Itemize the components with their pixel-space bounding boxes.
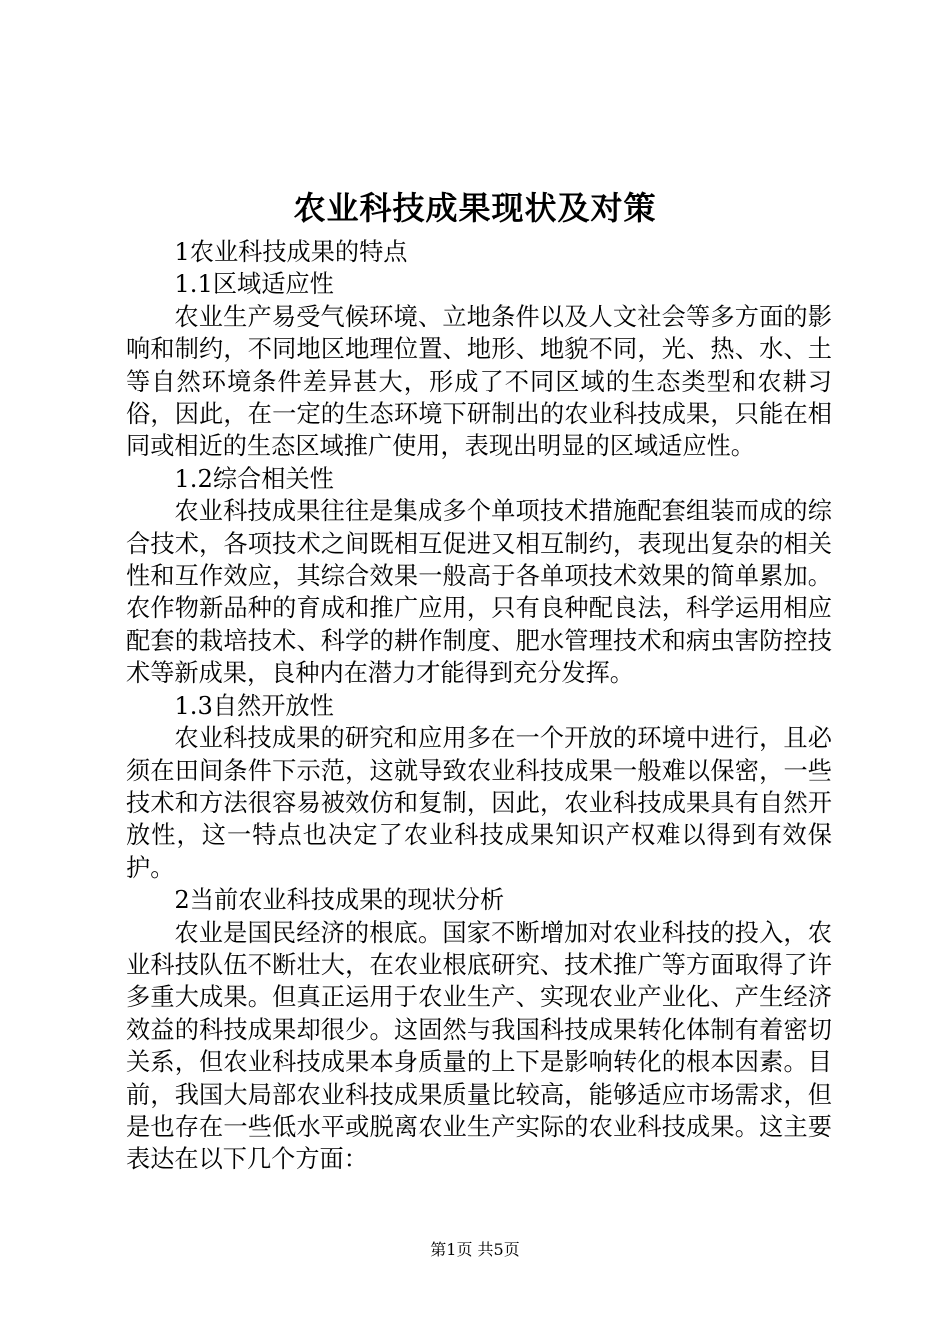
paragraph: 农业生产易受气候环境、立地条件以及人文社会等多方面的影响和制约，不同地区地理位置、地形、地貌不同，光、热、水、土等自然环境条件差异甚大，形成了不同区域的生态类型和农耕习俗，因此，在一定的生态环境下研制出的农业科技成果，只能在相同或相近的生态区域推广使用，表现出明显的区域适应性。 xyxy=(126,302,832,461)
section-heading-2: 2当前农业科技成果的现状分析 xyxy=(174,886,505,915)
document-title: 农业科技成果现状及对策 xyxy=(293,189,657,227)
section-heading-1: 1农业科技成果的特点 xyxy=(174,238,408,266)
subsection-heading-1-1: 1.1区域适应性 xyxy=(174,270,334,299)
page-number-footer: 第1页 共5页 xyxy=(430,1240,520,1259)
subsection-heading-1-2: 1.2综合相关性 xyxy=(174,464,334,493)
paragraph: 农业是国民经济的根底。国家不断增加对农业科技的投入，农业科技队伍不断壮大，在农业根底研究、技术推广等方面取得了许多重大成果。但真正运用于农业生产、实现农业产业化、产生经济效益的科技成果却很少。这固然与我国科技成果转化体制有着密切关系，但农业科技成果本身质量的上下是影响转化的根本因素。目前，我国大局部农业科技成果质量比较高，能够适应市场需求，但是也存在一些低水平或脱离农业生产实际的农业科技成果。这主要表达在以下几个方面： xyxy=(126,918,832,1174)
subsection-heading-1-3: 1.3自然开放性 xyxy=(174,691,334,720)
document-body xyxy=(126,236,832,1176)
paragraph: 农业科技成果往往是集成多个单项技术措施配套组装而成的综合技术，各项技术之间既相互促进又相互制约，表现出复杂的相关性和互作效应，其综合效果一般高于各单项技术效果的简单累加。农作物新品种的育成和推广应用，只有良种配良法，科学运用相应配套的栽培技术、科学的耕作制度、肥水管理技术和病虫害防控技术等新成果，良种内在潜力才能得到充分发挥。 xyxy=(126,497,832,688)
paragraph: 农业科技成果的研究和应用多在一个开放的环境中进行，且必须在田间条件下示范，这就导致农业科技成果一般难以保密，一些技术和方法很容易被效仿和复制，因此，农业科技成果具有自然开放性，这一特点也决定了农业科技成果知识产权难以得到有效保护。 xyxy=(126,724,832,882)
